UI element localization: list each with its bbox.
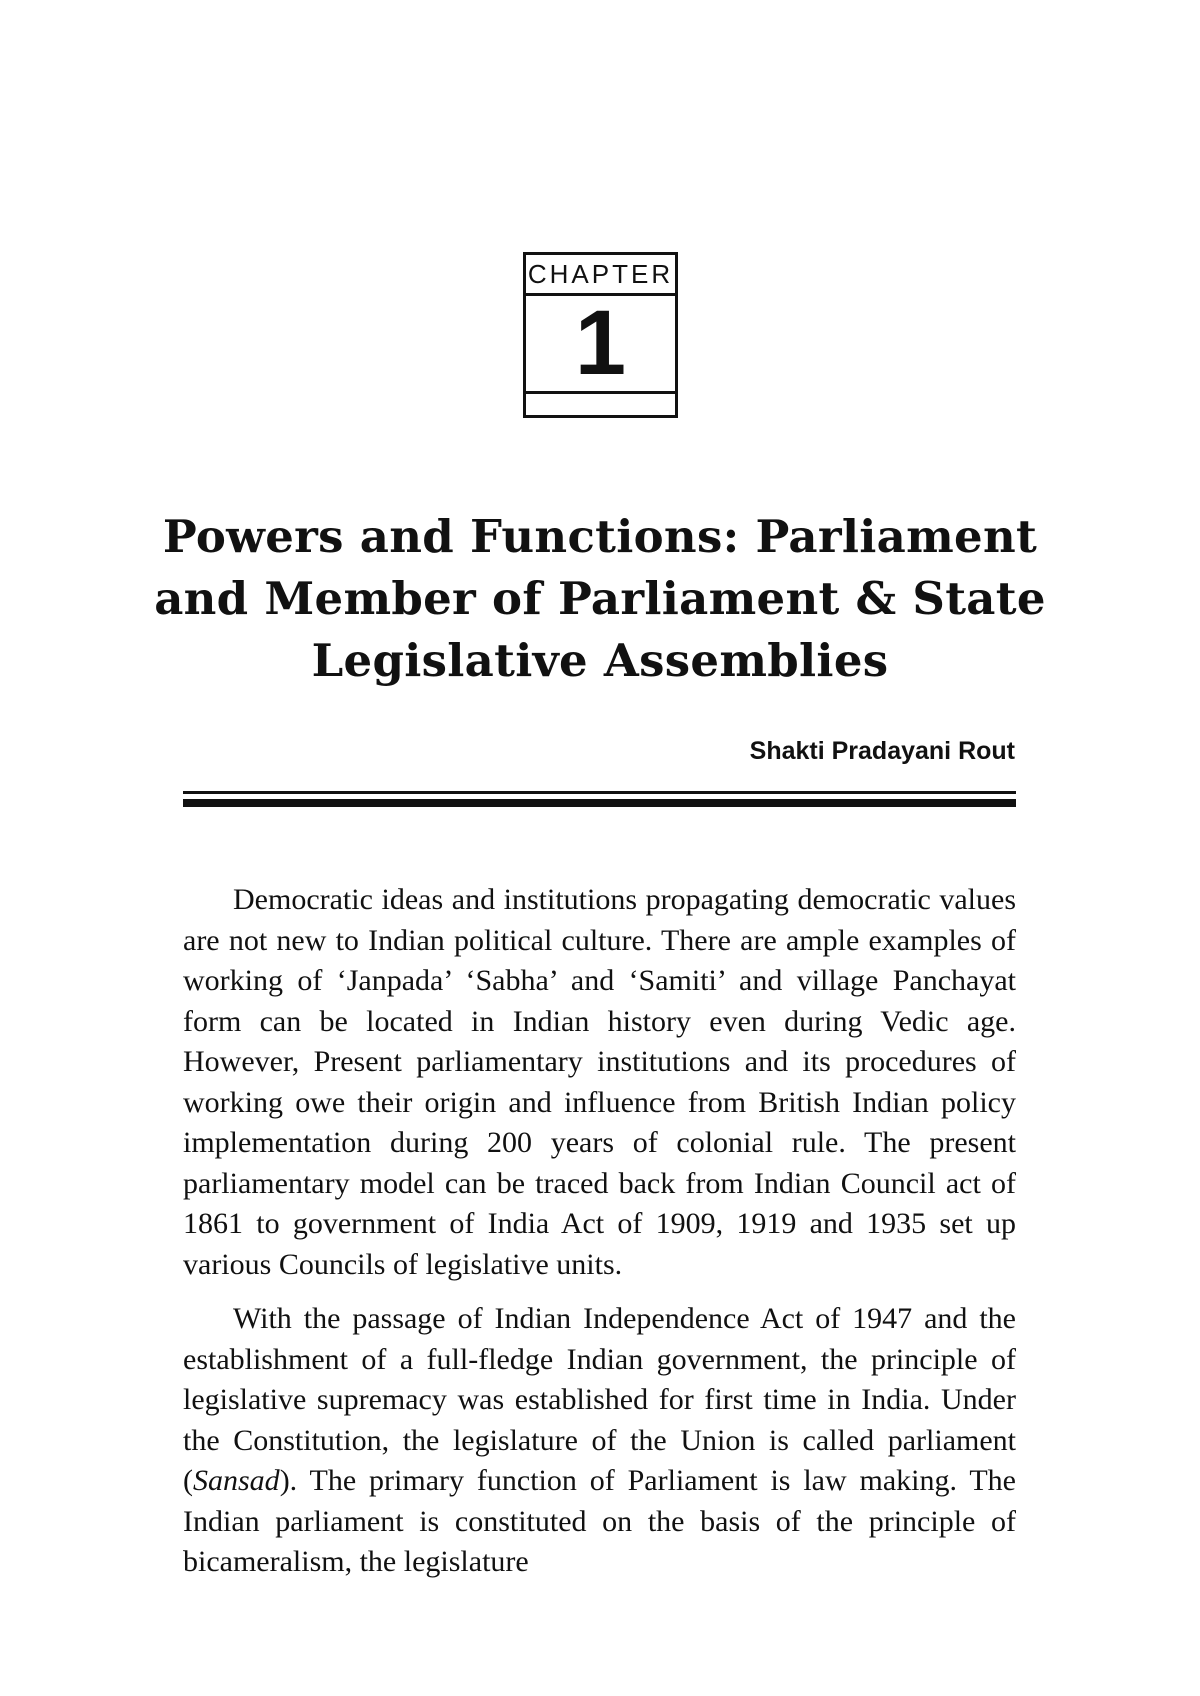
- title-divider-thin: [183, 791, 1016, 794]
- paragraph-2: [183, 1299, 1016, 1583]
- chapter-title: Powers and Functions: Parliament and Member of Parliament & State Legislative Assemblies: [154, 510, 1046, 687]
- paragraph-2-part-2: ). The primary function of Parliament is law making. The Indian parliament is constituted on the basis of the principle of bicameralism, the legislature: [183, 1464, 1016, 1578]
- paragraph-2-part-1: With the passage of Indian Independence Act of 1947 and the establishment of a full-fledge Indian government, the principle of legislative supremacy was established for first time in India. Under the Constitution, the legislature of the Union is called parliament (: [183, 1302, 1016, 1497]
- chapter-label: CHAPTER: [526, 255, 675, 296]
- title-divider-thick: [183, 799, 1016, 807]
- chapter-box: [523, 252, 678, 418]
- body-text: [183, 880, 1016, 1597]
- chapter-number: 1: [574, 292, 627, 394]
- author-name: Shakti Pradayani Rout: [749, 737, 1015, 765]
- paragraph-2-italic-term: Sansad: [193, 1464, 280, 1497]
- paragraph-1: Democratic ideas and institutions propagating democratic values are not new to Indian political culture. There are ample examples of working of ‘Janpada’ ‘Sabha’ and ‘Samiti’ and village Panchayat form can be located in Indian history even during Vedic age. However, Present parliamentary institutions and its procedures of working owe their origin and influence from British Indian policy implementation during 200 years of colonial rule. The present parliamentary model can be traced back from Indian Council act of 1861 to government of India Act of 1909, 1919 and 1935 set up various Councils of legislative units.: [183, 883, 1016, 1281]
